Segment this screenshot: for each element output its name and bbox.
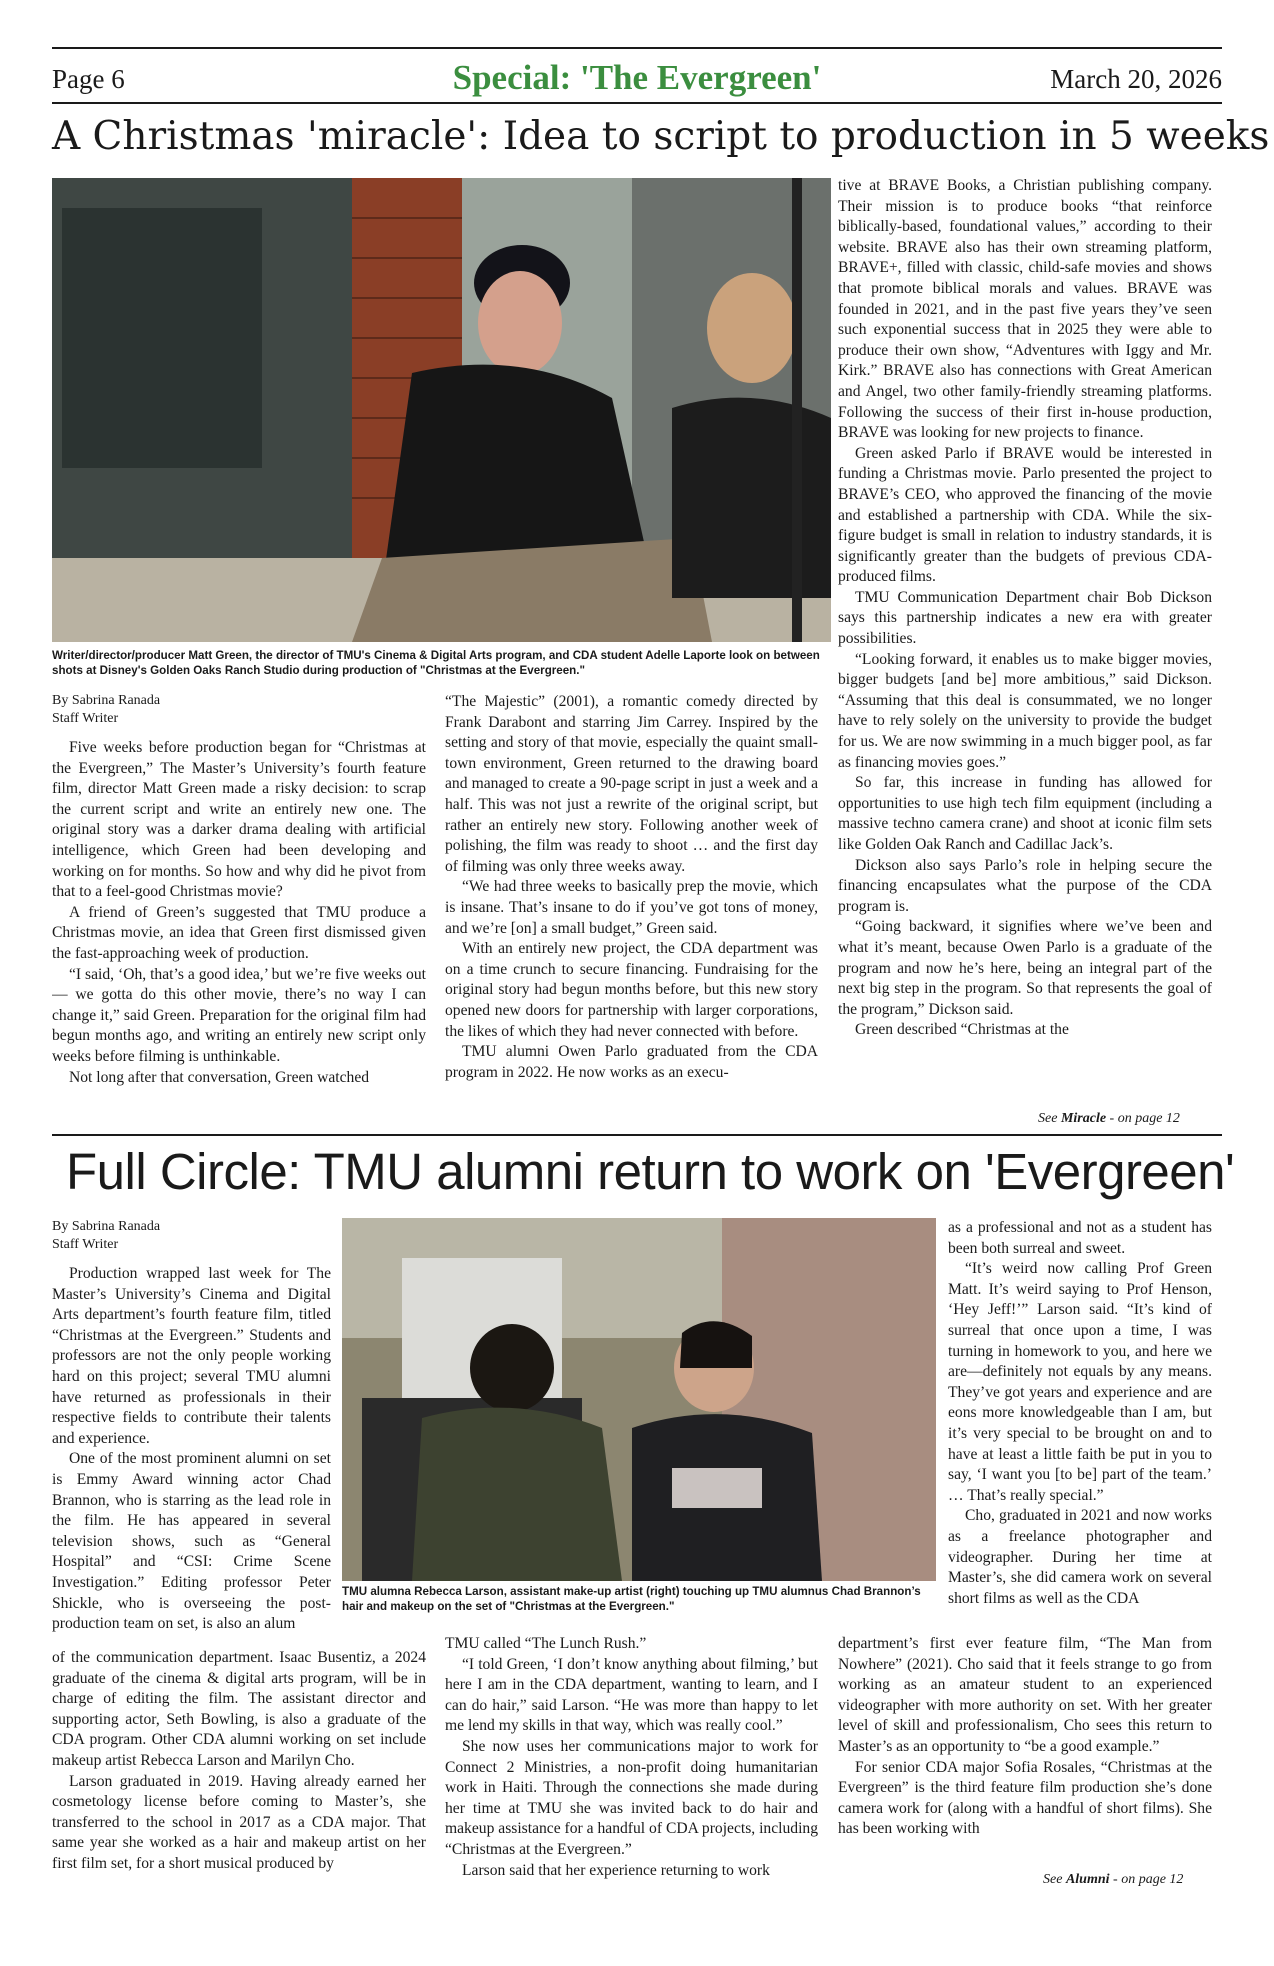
article2-column-2 bbox=[445, 1634, 818, 1914]
article2-headline: Full Circle: TMU alumni return to work on 'Evergreen' bbox=[66, 1143, 1235, 1200]
article1-jump-line[interactable]: See Miracle - on page 12 bbox=[1038, 1111, 1180, 1126]
jump-slug: Alumni bbox=[1065, 1872, 1110, 1887]
article1-byline bbox=[52, 692, 426, 728]
section-title: Special: 'The Evergreen' bbox=[452, 58, 822, 97]
paragraph: She now uses her communications major to work for Connect 2 Ministries, a non-profit doing humanitarian work in Haiti. Through the connections she made during her time at TMU she was invited back to do hair and makeup assistance for a handful of CDA projects, including “Christmas at the Evergreen.” bbox=[445, 1737, 818, 1858]
paragraph: With an entirely new project, the CDA department was on a time crunch to secure financing. Fundraising for the original story had begun months before, but this new story opened new doors for partnership with larger corporations, the likes of which they had never connected with before. bbox=[445, 940, 818, 1040]
paragraph: Larson graduated in 2019. Having already earned her cosmetology license before coming to Master’s, she transferred to the school in 2017 as a CDA major. That same year she worked as a hair and makeup artist on her first film set, for a short musical produced by bbox=[52, 1772, 426, 1872]
issue-date: March 20, 2026 bbox=[1050, 64, 1222, 94]
article2-byline bbox=[52, 1218, 331, 1254]
paragraph: So far, this increase in funding has allowed for opportunities to use high tech film equipment (including a massive techno camera crane) and shoot at iconic film sets like Golden Oak Ranch and Cadillac Jack’s. bbox=[838, 774, 1212, 853]
paragraph: A friend of Green’s suggested that TMU produce a Christmas movie, an idea that Green first dismissed given the fast-approaching week of production. bbox=[52, 903, 426, 962]
article2-column-1-bottom bbox=[52, 1648, 426, 1910]
byline-role: Staff Writer bbox=[52, 1237, 119, 1252]
jump-slug: Miracle bbox=[1060, 1111, 1107, 1126]
paragraph: as a professional and not as a student has been both surreal and sweet. bbox=[948, 1219, 1212, 1257]
paragraph: of the communication department. Isaac Busentiz, a 2024 graduate of the cinema & digital arts program, will be in charge of editing the film. The assistant director and supporting actor, Seth Bowling, is also a graduate of the CDA program. Other CDA alumni working on set include makeup artist Rebecca Larson and Marilyn Cho. bbox=[52, 1649, 426, 1769]
article1-caption: Writer/director/producer Matt Green, the director of TMU's Cinema & Digital Arts program, and CDA student Adelle Laporte look on between shots at Disney's Golden Oaks Ranch Studio during production of "Christmas at the Evergreen." bbox=[52, 649, 820, 677]
paragraph: “I said, ‘Oh, that’s a good idea,’ but we’re five weeks out — we gotta do this other movie, there’s no way I can change it,” said Green. Preparation for the original film had begun months ago, and writing an entirely new script only weeks before filming is unthinkable. bbox=[52, 965, 426, 1065]
paragraph: Dickson also says Parlo’s role in helping secure the financing encapsulates what the purpose of the CDA program is. bbox=[838, 856, 1212, 915]
paragraph: “Going backward, it signifies where we’ve been and what it’s meant, because Owen Parlo is a graduate of the program and now he’s here, being an integral part of the next big step in the program. So that represents the goal of the program,” Dickson said. bbox=[838, 918, 1212, 1018]
paragraph: department’s first ever feature film, “The Man from Nowhere” (2021). Cho said that it feels strange to go from working as an amateur student to an experienced videographer with more authority on set. With her greater level of skill and professionalism, Cho sees this return to Master’s as an opportunity to “be a good example.” bbox=[838, 1635, 1212, 1755]
paragraph: Cho, graduated in 2021 and now works as a freelance photographer and videographer. During her time at Master’s, she did camera work on several short films as well as the CDA bbox=[948, 1507, 1212, 1607]
top-rule bbox=[52, 47, 1222, 49]
article2-column-1-top bbox=[52, 1218, 331, 1648]
byline-role: Staff Writer bbox=[52, 711, 119, 726]
article-divider bbox=[52, 1134, 1222, 1136]
byline-name: By Sabrina Ranada bbox=[52, 1219, 161, 1234]
paragraph: “The Majestic” (2001), a romantic comedy directed by Frank Darabont and starring Jim Carrey. Inspired by the setting and story of that movie, especially the quaint small-town environment, Green returned to the drawing board and managed to create a 90-page script in just a week and a half. This was not just a rewrite of the original script, but rather an entirely new story. Following another week of polishing, the film was ready to shoot … and the first day of filming was only three weeks away. bbox=[445, 693, 818, 875]
paragraph: tive at BRAVE Books, a Christian publishing company. Their mission is to produce books “that reinforce biblically-based, foundational values,” according to their website. BRAVE also has their own streaming platform, BRAVE+, filled with classic, child-safe movies and shows that promote biblical morals and values. BRAVE was founded in 2021, and in the past five years they’ve seen such exponential success that in 2025 they were able to produce their own show, “Adventures with Iggy and Mr. Kirk.” BRAVE also has connections with Great American and Angel, two other family-friendly streaming platforms. Following the success of their first in-house production, BRAVE was looking for new projects to finance. bbox=[838, 177, 1212, 442]
paragraph: TMU called “The Lunch Rush.” bbox=[445, 1635, 647, 1652]
paragraph: TMU Communication Department chair Bob Dickson says this partnership indicates a new era with greater possibilities. bbox=[838, 588, 1212, 648]
article1-photo bbox=[52, 178, 831, 642]
paragraph: Production wrapped last week for The Master’s University’s Cinema and Digital Arts department’s fourth feature film, titled “Christmas at the Evergreen.” Students and professors are not the only people working hard on this project; several TMU alumni have returned as professionals in their respective fields to contribute their talents and experience. bbox=[52, 1265, 331, 1447]
article1-headline: A Christmas 'miracle': Idea to script to production in 5 weeks bbox=[52, 114, 1270, 159]
paragraph: Five weeks before production began for “Christmas at the Evergreen,” The Master’s University’s fourth feature film, director Matt Green made a risky decision: to scrap the current script and write an entirely new one. The original story was a darker drama dealing with artificial intelligence, which Green had been developing and working on for months. So how and why did he pivot from that to a feel-good Christmas movie? bbox=[52, 739, 426, 901]
paragraph: Green asked Parlo if BRAVE would be interested in funding a Christmas movie. Parlo presented the project to BRAVE’s CEO, who approved the financing of the movie and established a partnership with CDA. While the six-figure budget is small in relation to industry standards, it is significantly greater than the budgets of previous CDA-produced films. bbox=[838, 444, 1212, 586]
paragraph: One of the most prominent alumni on set is Emmy Award winning actor Chad Brannon, who is starring as the lead role in the film. He has appeared in several television shows, such as “General Hospital” and “CSI: Crime Scene Investigation.” Editing professor Peter Shickle, who is overseeing the post-production team on set, is also an alum bbox=[52, 1450, 331, 1633]
article1-column-3 bbox=[838, 176, 1212, 1112]
article2-caption: TMU alumna Rebecca Larson, assistant make-up artist (right) touching up TMU alumnus Chad Brannon’s hair and makeup on the set of "Christmas at the Evergreen." bbox=[342, 1585, 921, 1613]
header-rule bbox=[52, 102, 1222, 104]
page-header bbox=[52, 58, 1222, 98]
article1-column-1 bbox=[52, 692, 426, 1120]
paragraph: TMU alumni Owen Parlo graduated from the CDA program in 2022. He now works as an execu- bbox=[445, 1043, 818, 1081]
article1-column-2 bbox=[445, 692, 818, 1132]
article2-photo bbox=[342, 1218, 936, 1581]
paragraph: For senior CDA major Sofia Rosales, “Christmas at the Evergreen” is the third feature film production she’s done camera work for (along with a handful of short films). She has been working with bbox=[838, 1758, 1212, 1838]
paragraph: “We had three weeks to basically prep the movie, which is insane. That’s insane to do if you’ve got tons of money, and we’re [on] a small budget,” Green said. bbox=[445, 878, 818, 937]
paragraph: Not long after that conversation, Green watched bbox=[69, 1068, 370, 1086]
paragraph: “I told Green, ‘I don’t know anything about filming,’ but here I am in the CDA department, wanting to learn, and I can do hair,” said Larson. “He was more than happy to let me lend my skills in that way, which was really cool.” bbox=[445, 1655, 818, 1735]
article2-column-3-top bbox=[948, 1218, 1212, 1634]
paragraph: “Looking forward, it enables us to make bigger movies, bigger budgets [and be] more ambitious,” said Dickson. “Assuming that this deal is consummated, we no longer have to rely solely on the university to provide the budget for us. We are now swimming in a much bigger pool, as far as financing movies goes.” bbox=[838, 650, 1212, 771]
paragraph: Green described “Christmas at the bbox=[855, 1021, 1069, 1039]
page-number: Page 6 bbox=[52, 64, 125, 94]
byline-name: By Sabrina Ranada bbox=[52, 693, 161, 708]
paragraph: “It’s weird now calling Prof Green Matt. It’s weird saying to Prof Henson, ‘Hey Jeff!’” Larson said. “It’s kind of surreal that once upon a time, I was turning in homework to you, and here we are—definitely not equals by any means. They’ve got years and experience and are eons more knowledgeable than I am, but it’s very special to be brought on and to have at least a little faith be put in you to say, ‘I want you [to be] part of the team.’ … That’s really special.” bbox=[948, 1260, 1212, 1504]
paragraph: Larson said that her experience returning to work bbox=[462, 1861, 770, 1879]
article2-jump-line[interactable]: See Alumni - on page 12 bbox=[1043, 1872, 1184, 1887]
